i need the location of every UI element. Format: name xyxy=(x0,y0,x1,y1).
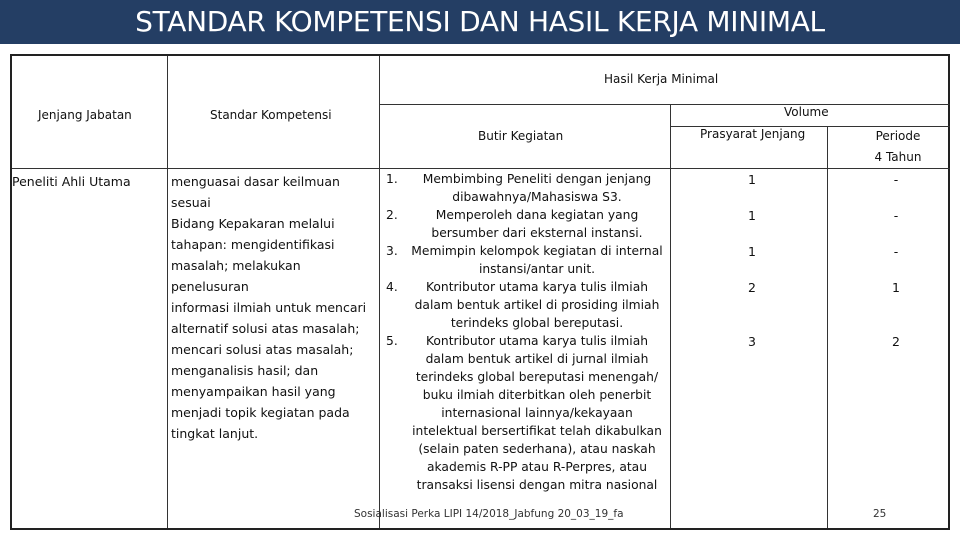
prasyarat-value: 1 xyxy=(748,244,756,259)
header-periode-line1: Periode xyxy=(875,129,921,143)
list-item-line: dalam bentuk artikel di jurnal ilmiah xyxy=(425,352,649,366)
list-item-line: dibawahnya/Mahasiswa S3. xyxy=(452,190,622,204)
header-butir-kegiatan: Butir Kegiatan xyxy=(478,129,564,143)
list-item xyxy=(386,242,666,278)
butir-kegiatan-list xyxy=(386,170,666,494)
cell-standar-kompetensi xyxy=(171,171,381,444)
list-item-line: Kontributor utama karya tulis ilmiah xyxy=(425,280,649,294)
list-item-text xyxy=(408,206,666,242)
list-item-number: 4. xyxy=(386,280,398,294)
title-bar xyxy=(0,0,960,44)
list-item-line: Memperoleh dana kegiatan yang xyxy=(435,208,639,222)
list-item-line: Membimbing Peneliti dengan jenjang xyxy=(422,172,652,186)
list-item-line: terindeks global bereputasi. xyxy=(450,316,624,330)
standar-line: informasi ilmiah untuk mencari xyxy=(171,300,367,315)
header-jenjang-jabatan: Jenjang Jabatan xyxy=(38,108,132,122)
standar-line: tingkat lanjut. xyxy=(171,426,259,441)
list-item-line: bersumber dari eksternal instansi. xyxy=(431,226,643,240)
row-divider-hasil xyxy=(379,104,950,105)
list-item-line: buku ilmiah diterbitkan oleh penerbit xyxy=(422,388,652,402)
header-hasil-kerja-minimal: Hasil Kerja Minimal xyxy=(604,72,719,86)
standar-line: tahapan: mengidentifikasi xyxy=(171,237,335,252)
list-item-number: 3. xyxy=(386,244,398,258)
header-periode xyxy=(848,126,948,168)
footer-source: Sosialisasi Perka LIPI 14/2018_Jabfung 20_03_19_fa xyxy=(354,508,624,520)
standar-line: menyampaikan hasil yang xyxy=(171,384,336,399)
periode-value: - xyxy=(893,172,899,187)
list-item-number: 2. xyxy=(386,208,398,222)
list-item-text xyxy=(408,332,666,494)
standar-line: menjadi topik kegiatan pada xyxy=(171,405,350,420)
list-item xyxy=(386,278,666,332)
prasyarat-value: 2 xyxy=(748,280,756,295)
standar-line: menganalisis hasil; dan xyxy=(171,363,319,378)
list-item-number: 5. xyxy=(386,334,398,348)
standar-line: mencari solusi atas masalah; xyxy=(171,342,354,357)
list-item-line: Memimpin kelompok kegiatan di internal xyxy=(411,244,663,258)
list-item xyxy=(386,332,666,494)
periode-value: - xyxy=(893,208,899,223)
standar-line: alternatif solusi atas masalah; xyxy=(171,321,360,336)
col-divider-1 xyxy=(167,56,168,528)
prasyarat-value: 3 xyxy=(748,334,756,349)
row-divider-header xyxy=(12,168,950,169)
standar-line: masalah; melakukan penelusuran xyxy=(171,258,301,294)
header-prasyarat-jenjang: Prasyarat Jenjang xyxy=(700,127,806,141)
list-item xyxy=(386,206,666,242)
list-item-number: 1. xyxy=(386,172,398,186)
list-item-line: intelektual bersertifikat telah dikabulkan xyxy=(412,424,662,438)
list-item-line: akademis R-PP atau R-Perpres, atau xyxy=(426,460,648,474)
list-item-line: internasional lainnya/kekayaan xyxy=(441,406,633,420)
col-divider-4 xyxy=(827,126,828,528)
standar-line: Bidang Kepakaran melalui xyxy=(171,216,335,231)
list-item-text xyxy=(408,242,666,278)
list-item-line: (selain paten sederhana), atau naskah xyxy=(418,442,656,456)
periode-value: 1 xyxy=(892,280,900,295)
list-item-line: Kontributor utama karya tulis ilmiah xyxy=(425,334,649,348)
list-item-text xyxy=(408,170,666,206)
list-item-line: terindeks global bereputasi menengah/ xyxy=(415,370,659,384)
list-item-line: instansi/antar unit. xyxy=(478,262,596,276)
list-item-line: transaksi lisensi dengan mitra nasional xyxy=(416,478,658,492)
page-number: 25 xyxy=(873,508,887,520)
list-item xyxy=(386,170,666,206)
page-title: STANDAR KOMPETENSI DAN HASIL KERJA MINIMAL xyxy=(135,5,825,38)
header-periode-line2: 4 Tahun xyxy=(874,150,922,164)
cell-jenjang: Peneliti Ahli Utama xyxy=(12,174,131,189)
periode-value: 2 xyxy=(892,334,900,349)
prasyarat-value: 1 xyxy=(748,172,756,187)
header-volume: Volume xyxy=(784,105,829,119)
standar-line: menguasai dasar keilmuan sesuai xyxy=(171,174,340,210)
list-item-text xyxy=(408,278,666,332)
periode-value: - xyxy=(893,244,899,259)
list-item-line: dalam bentuk artikel di prosiding ilmiah xyxy=(414,298,660,312)
header-standar-kompetensi: Standar Kompetensi xyxy=(210,108,332,122)
prasyarat-value: 1 xyxy=(748,208,756,223)
